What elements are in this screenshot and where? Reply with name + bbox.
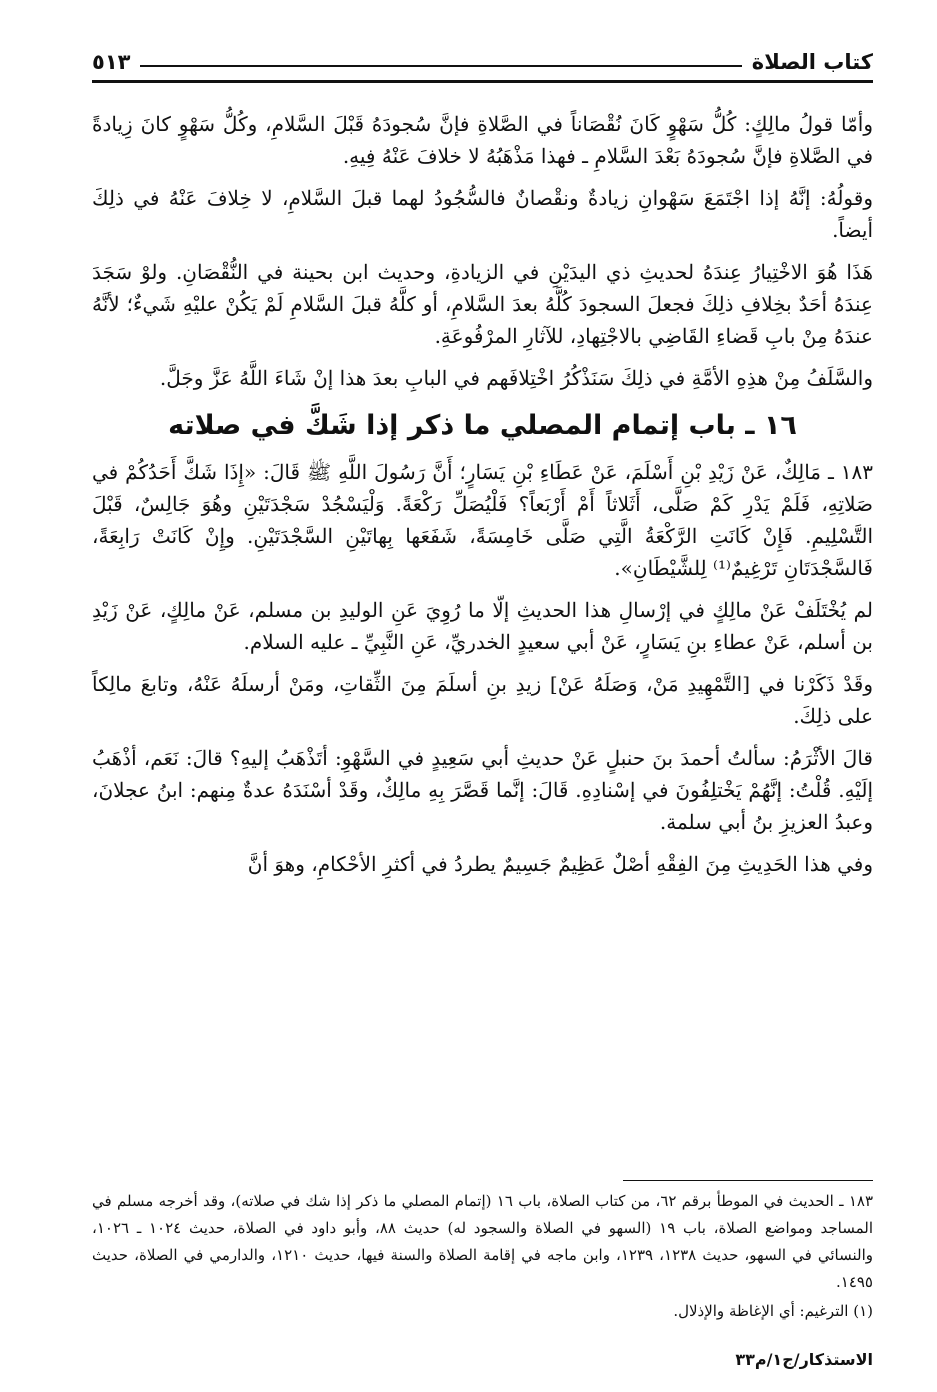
footnote-1: (١) الترغيم: أي الإغاظة والإذلال. (673, 1302, 873, 1320)
footnote-183: ١٨٣ ـ الحديث في الموطأ برقم ٦٢، من كتاب الصلاة، باب ١٦ (إتمام المصلي ما ذكر إذا شك في صلاته)، وقد أخرجه مسلم في المساجد ومواضع الصلاة، باب ١٩ (السهو في الصلاة والسجود له) حديث ٨٨، وأبو داود في الصلاة، حديث ١٠٢٤ ـ ١٠٢٦، والنسائي في السهو، حديث ١٢٣٨، ١٢٣٩، وابن ماجه في إقامة الصلاة والسنة فيها، حديث ١٢١٠، والدارمي في الصلاة، حديث ١٤٩٥. (92, 1192, 873, 1291)
footnotes (92, 1188, 873, 1325)
paragraph-fiqh: وفي هذا الحَدِيثِ مِنَ الفِقْهِ أصْلٌ عَظِيمٌ جَسِيمٌ يطردُ في أكثرِ الأحْكامِ، وهوَ أنَّ (247, 852, 873, 876)
header-rule (92, 80, 873, 83)
body-text (92, 108, 873, 890)
paragraph-irsal: لم يُخْتَلَفْ عَنْ مالِكٍ في إرْسالِ هذا الحديثِ إلّا ما رُوِيَ عَنِ الوليدِ بن مسلم، عَنْ مالِكٍ، عَنْ زَيْدِ بن أسلم، عَنْ عطاءِ بنِ يَسَارٍ، عَنْ أبي سعيدٍ الخدريِّ، عَنِ النَّبِيِّ ـ عليه السلام. (92, 598, 873, 654)
paragraph-tamhid: وقَدْ ذَكَرْنا في [التَّمْهِيدِ مَنْ، وَصَلَهُ عَنْ] زيدِ بنِ أسلَمَ مِنَ الثِّقاتِ، ومَنْ أرسلَهُ عَنْهُ، وتابعَ مالِكاً على ذلِكَ. (92, 672, 873, 728)
running-header (92, 40, 873, 74)
volume-signature: الاستذكار/ج١/م٣٣ (735, 1350, 873, 1369)
section-heading: ١٦ ـ باب إتمام المصلي ما ذكر إذا شَكَّ في صلاته (168, 410, 797, 441)
footnote-rule (623, 1180, 873, 1181)
page-number: ٥١٣ (92, 50, 131, 74)
paragraph-malik-view: وأمّا قولُ مالِكٍ: كُلُّ سَهْوٍ كَانَ نُقْصَاناً في الصَّلاةِ فإنَّ سُجودَهُ قَبْلَ السَّلامِ، وكُلُّ سَهْوٍ كانَ زِيادةً في الصَّلاةِ فإنَّ سُجودَهُ بَعْدَ السَّلامِ ـ فهذا مَذْهَبُهُ لا خلافَ عَنْهُ فِيهِ. (92, 112, 873, 168)
paragraph-athram: قالَ الأثْرَمُ: سألتُ أحمدَ بنَ حنبلٍ عَنْ حديثِ أبي سَعِيدٍ في السَّهْوِ: أتَذْهَبُ إليهِ؟ قالَ: نَعَم، أذْهَبُ إلَيْهِ. قُلْتُ: إنَّهُمْ يَخْتلِفُونَ في إسْنادِهِ. قَالَ: إنَّما قَصَّرَ بِهِ مالِكٌ، وقَدْ أسْنَدَهُ عدةٌ مِنهم: ابنُ عجلانَ، وعبدُ العزيزِ بنُ أبي سلمة. (92, 746, 873, 834)
paragraph-salaf: والسَّلَفُ مِنْ هذِهِ الأمَّةِ في ذلِكَ سَنَذْكُرُ اخْتِلافَهم في البابِ بعدَ هذا إنْ شَاءَ اللَّهُ عَزَّ وجَلَّ. (159, 366, 873, 390)
paragraph-combined-sahw: وقولُهُ: إنَّهُ إذا اجْتَمَعَ سَهْوانِ زيادةٌ ونقْصانٌ فالسُّجُودُ لهما قبلَ السَّلامِ، لا خِلافَ عَنْهُ في ذلِكَ أيضاً. (92, 186, 873, 242)
book-title: كتاب الصلاة (751, 50, 873, 74)
paragraph-hadith-183: ١٨٣ ـ مَالِكٌ، عَنْ زَيْدِ بْنِ أَسْلَمَ، عَنْ عَطَاءِ بْنِ يَسَارٍ؛ أَنَّ رَسُولَ اللَّهِ ﷺ قَالَ: «إِذَا شَكَّ أَحَدُكُمْ في صَلاتِهِ، فَلَمْ يَدْرِ كَمْ صَلَّى، أَثَلاثاً أَمْ أَرْبَعاً؟ فَلْيُصَلِّ رَكْعَةً. وَلْيَسْجُدْ سَجْدَتَيْنِ وهُوَ جَالِسٌ، قَبْلَ التَّسْلِيمِ. فَإِنْ كَانَتِ الرَّكْعَةُ الَّتِي صَلَّى خَامِسَةً، شَفَعَها بِهاتَيْنِ السَّجْدَتَيْنِ. وإِنْ كَانَتْ رَابِعَةً، فَالسَّجْدَتَانِ تَرْغِيمٌ⁽¹⁾ لِلشَّيْطَانِ». (92, 460, 873, 580)
paragraph-ikhtiyar: هَذَا هُوَ الاخْتِيارُ عِندَهُ لحديثِ ذي اليدَيْنِ في الزيادةِ، وحديث ابن بحينة في النُّقْصَانِ. ولوْ سَجَدَ عِندَهُ أحَدٌ بخِلافِ ذلِكَ فجعلَ السجودَ كُلَّهُ بعدَ السَّلامِ، أو كلَّهُ قبلَ السَّلامِ لَمْ يَكُنْ عليْهِ شَيءٌ؛ لأنَّهُ عندَهُ مِنْ بابِ قَضاءِ القَاضِي بالاجْتِهادِ، للآثارِ المرْفُوعَةِ. (92, 260, 873, 348)
header-leader-line (140, 65, 741, 67)
